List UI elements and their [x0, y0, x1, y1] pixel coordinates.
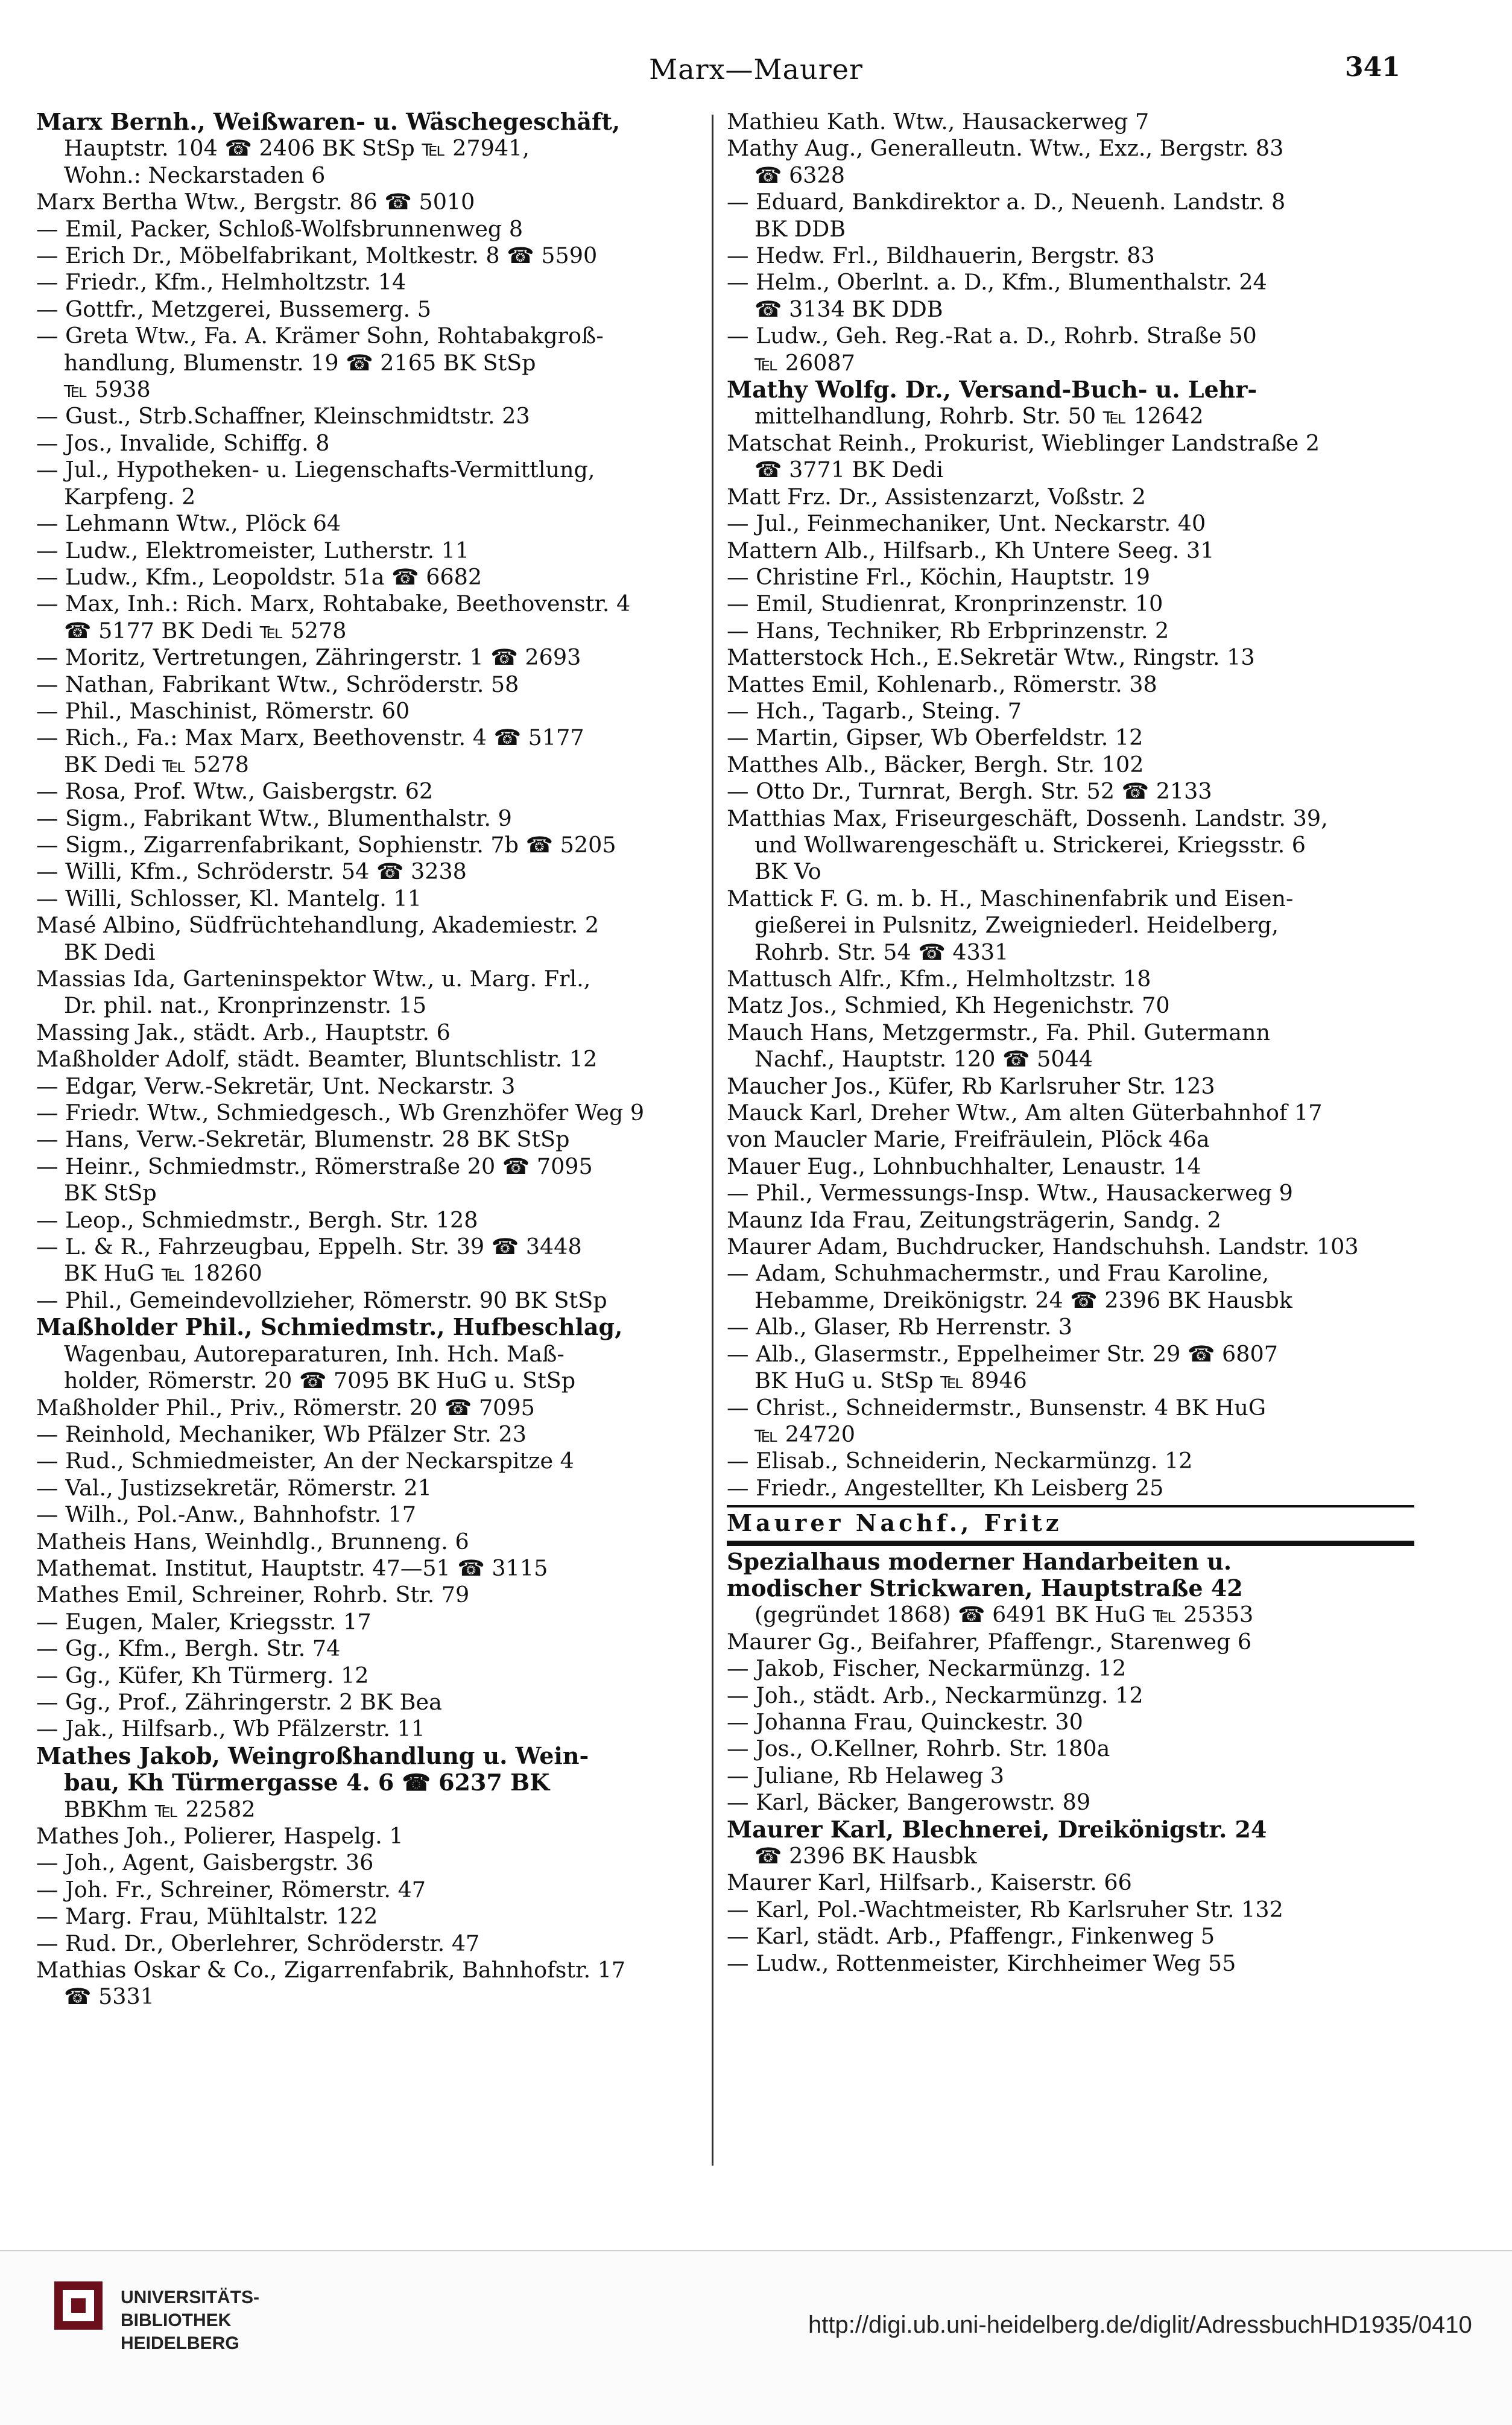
directory-entry-line: — Joh., städt. Arb., Neckarmünzg. 12 [727, 1682, 1143, 1708]
directory-entry-line: — Leop., Schmiedmstr., Bergh. Str. 128 [36, 1206, 478, 1233]
directory-entry-line: Mathieu Kath. Wtw., Hausackerweg 7 [727, 109, 1150, 135]
directory-entry-line: — Gust., Strb.Schaffner, Kleinschmidtstr. 23 [36, 403, 530, 430]
directory-entry-line: — Reinhold, Mechaniker, Wb Pfälzer Str. 23 [36, 1421, 527, 1447]
directory-entry-line: — Gg., Prof., Zähringerstr. 2 BK Bea [36, 1688, 442, 1715]
directory-entry-line: Karpfeng. 2 [64, 483, 196, 510]
directory-entry-heading: Spezialhaus moderner Handarbeiten u. [727, 1547, 1232, 1575]
directory-entry-line: — Ludw., Rottenmeister, Kirchheimer Weg 55 [727, 1950, 1236, 1976]
directory-entry-line: ☎ 3771 BK Dedi [754, 457, 944, 483]
directory-entry-line: — Jakob, Fischer, Neckarmünzg. 12 [727, 1655, 1127, 1682]
directory-entry-line: Hebamme, Dreikönigstr. 24 ☎ 2396 BK Hausbk [754, 1287, 1292, 1313]
directory-entry-line: — Emil, Packer, Schloß-Wolfsbrunnenweg 8 [36, 215, 524, 242]
directory-entry-line: — Adam, Schuhmachermstr., und Frau Karoline, [727, 1260, 1270, 1287]
directory-entry-line: — Karl, Pol.-Wachtmeister, Rb Karlsruher Str. 132 [727, 1896, 1283, 1923]
directory-entry-line: (gegründet 1868) ☎ 6491 BK HuG ℡ 25353 [754, 1602, 1254, 1628]
directory-entry-line: — Jak., Hilfsarb., Wb Pfälzerstr. 11 [36, 1716, 425, 1742]
directory-entry-line: BK Vo [754, 858, 821, 885]
directory-entry-heading: modischer Strickwaren, Hauptstraße 42 [727, 1574, 1243, 1602]
directory-entry-line: ℡ 24720 [754, 1421, 855, 1447]
directory-entry-line: — Lehmann Wtw., Plöck 64 [36, 510, 341, 537]
directory-entry-line: Mathias Oskar & Co., Zigarrenfabrik, Bahnhofstr. 17 [36, 1957, 626, 1983]
directory-entry-line: Mauer Eug., Lohnbuchhalter, Lenaustr. 14 [727, 1153, 1201, 1179]
directory-entry-line: — Marg. Frau, Mühltalstr. 122 [36, 1903, 378, 1930]
right-column [727, 109, 1414, 2178]
directory-entry-line: — Wilh., Pol.-Anw., Bahnhofstr. 17 [36, 1501, 416, 1528]
directory-entry-line: — Joh. Fr., Schreiner, Römerstr. 47 [36, 1876, 426, 1903]
directory-entry-line: Mattes Emil, Kohlenarb., Römerstr. 38 [727, 671, 1157, 697]
library-name-line: BIBLIOTHEK [121, 2310, 232, 2330]
directory-entry-line: holder, Römerstr. 20 ☎ 7095 BK HuG u. StSp [64, 1368, 576, 1394]
directory-entry-line: Mattick F. G. m. b. H., Maschinenfabrik und Eisen- [727, 885, 1294, 911]
directory-entry-line: — Hans, Techniker, Rb Erbprinzenstr. 2 [727, 617, 1169, 644]
university-library-logo-icon [48, 2275, 109, 2338]
directory-entry-line: BBKhm ℡ 22582 [64, 1796, 256, 1822]
directory-entry-line: ☎ 5331 [64, 1983, 154, 2010]
directory-entry-line: — Helm., Oberlnt. a. D., Kfm., Blumenthalstr. 24 [727, 269, 1267, 296]
directory-entry-line: — Willi, Kfm., Schröderstr. 54 ☎ 3238 [36, 858, 467, 885]
directory-entry-line: — Juliane, Rb Helaweg 3 [727, 1762, 1005, 1789]
directory-entry-line: — Rich., Fa.: Max Marx, Beethovenstr. 4 ☎ 5177 [36, 724, 584, 751]
source-url-link[interactable]: http://digi.ub.uni-heidelberg.de/diglit/AdressbuchHD1935/0410 [808, 2312, 1472, 2338]
directory-entry-line: ☎ 6328 [754, 162, 845, 188]
directory-entry-line: BK StSp [64, 1180, 157, 1206]
directory-entry-line: Dr. phil. nat., Kronprinzenstr. 15 [64, 992, 427, 1019]
directory-entry-heading: Mathy Wolfg. Dr., Versand-Buch- u. Lehr- [727, 376, 1257, 404]
directory-entry-line: — Phil., Maschinist, Römerstr. 60 [36, 697, 410, 724]
directory-entry-line: Maunz Ida Frau, Zeitungsträgerin, Sandg. 2 [727, 1206, 1221, 1233]
directory-entry-line: Mathes Joh., Polierer, Haspelg. 1 [36, 1823, 403, 1849]
directory-entry-line: — Karl, Bäcker, Bangerowstr. 89 [727, 1789, 1091, 1816]
directory-entry-line: — Rud. Dr., Oberlehrer, Schröderstr. 47 [36, 1930, 480, 1956]
running-title: Marx—Maurer [649, 53, 863, 86]
directory-entry-line: von Maucler Marie, Freifräulein, Plöck 46a [727, 1126, 1210, 1153]
directory-entry-line: — Val., Justizsekretär, Römerstr. 21 [36, 1474, 432, 1501]
directory-entry-line: Wagenbau, Autoreparaturen, Inh. Hch. Maß- [64, 1340, 565, 1367]
directory-entry-line: Mattusch Alfr., Kfm., Helmholtzstr. 18 [727, 966, 1151, 992]
directory-entry-line: — Gg., Küfer, Kh Türmerg. 12 [36, 1662, 369, 1688]
directory-entry-heading: Mathes Jakob, Weingroßhandlung u. Wein- [36, 1742, 589, 1769]
directory-entry-line: — Gg., Kfm., Bergh. Str. 74 [36, 1635, 341, 1662]
directory-entry-line: Matterstock Hch., E.Sekretär Wtw., Ringstr. 13 [727, 644, 1255, 671]
directory-entry-heading: Marx Bernh., Weißwaren- u. Wäschegeschäft, [36, 109, 621, 135]
directory-entry-line: BK Dedi ℡ 5278 [64, 751, 249, 778]
directory-entry-line: Matthes Alb., Bäcker, Bergh. Str. 102 [727, 751, 1144, 778]
directory-entry-line: — Hedw. Frl., Bildhauerin, Bergstr. 83 [727, 242, 1155, 269]
directory-entry-line: Maucher Jos., Küfer, Rb Karlsruher Str. 123 [727, 1073, 1215, 1099]
directory-entry-line: BK Dedi [64, 939, 156, 965]
directory-entry-line: — Rud., Schmiedmeister, An der Neckarspitze 4 [36, 1448, 574, 1474]
directory-entry-line: — Edgar, Verw.-Sekretär, Unt. Neckarstr. 3 [36, 1073, 516, 1099]
directory-entry-line: — Nathan, Fabrikant Wtw., Schröderstr. 58 [36, 671, 519, 697]
directory-entry-line: — Phil., Gemeindevollzieher, Römerstr. 90 BK StSp [36, 1287, 607, 1313]
directory-entry-line: — Emil, Studienrat, Kronprinzenstr. 10 [727, 591, 1163, 617]
directory-entry-line: — Willi, Schlosser, Kl. Mantelg. 11 [36, 885, 422, 911]
directory-entry-line: Maßholder Phil., Priv., Römerstr. 20 ☎ 7095 [36, 1394, 535, 1421]
directory-entry-line: Mathy Aug., Generalleutn. Wtw., Exz., Bergstr. 83 [727, 135, 1284, 162]
directory-entry-line: Mathemat. Institut, Hauptstr. 47—51 ☎ 3115 [36, 1555, 548, 1581]
directory-entry-line: — Ludw., Kfm., Leopoldstr. 51a ☎ 6682 [36, 563, 482, 590]
directory-entry-line: Wohn.: Neckarstaden 6 [64, 162, 326, 188]
library-name [121, 2286, 259, 2355]
directory-entry-line: — Ludw., Elektromeister, Lutherstr. 11 [36, 537, 470, 563]
section-rule [727, 1541, 1414, 1546]
directory-entry-line: Mathes Emil, Schreiner, Rohrb. Str. 79 [36, 1582, 470, 1608]
directory-entry-line: Maurer Karl, Hilfsarb., Kaiserstr. 66 [727, 1869, 1132, 1896]
directory-entry-line: Maßholder Adolf, städt. Beamter, Bluntschlistr. 12 [36, 1046, 598, 1073]
directory-entry-line: BK DDB [754, 215, 846, 242]
directory-entry-line: Masé Albino, Südfrüchtehandlung, Akademiestr. 2 [36, 912, 599, 939]
directory-entry-line: Nachf., Hauptstr. 120 ☎ 5044 [754, 1046, 1093, 1073]
directory-entry-line: Mattern Alb., Hilfsarb., Kh Untere Seeg. 31 [727, 537, 1215, 563]
directory-entry-line: — Gottfr., Metzgerei, Bussemerg. 5 [36, 296, 431, 322]
directory-entry-heading: Maurer Nachf., Fritz [727, 1509, 1063, 1537]
page-footer [0, 2250, 1512, 2425]
directory-entry-line: — Christ., Schneidermstr., Bunsenstr. 4 BK HuG [727, 1394, 1267, 1421]
directory-entry-line: — Moritz, Vertretungen, Zähringerstr. 1 ☎ 2693 [36, 644, 581, 671]
directory-entry-line: — Eduard, Bankdirektor a. D., Neuenh. Landstr. 8 [727, 189, 1286, 215]
directory-entry-line: ℡ 5938 [64, 376, 151, 403]
directory-entry-line: Hauptstr. 104 ☎ 2406 BK StSp ℡ 27941, [64, 135, 530, 162]
directory-entry-line: — Eugen, Maler, Kriegsstr. 17 [36, 1608, 372, 1635]
directory-entry-line: Matt Frz. Dr., Assistenzarzt, Voßstr. 2 [727, 483, 1146, 510]
directory-entry-line: — Greta Wtw., Fa. A. Krämer Sohn, Rohtabakgroß- [36, 323, 604, 349]
directory-entry-line: — Rosa, Prof. Wtw., Gaisbergstr. 62 [36, 778, 434, 805]
directory-entry-line: — Hch., Tagarb., Steing. 7 [727, 697, 1022, 724]
directory-entry-line: — Joh., Agent, Gaisbergstr. 36 [36, 1850, 374, 1876]
directory-entry-line: — Max, Inh.: Rich. Marx, Rohtabake, Beethovenstr. 4 [36, 591, 631, 617]
page-header [0, 0, 1512, 97]
directory-entry-line: — Jul., Feinmechaniker, Unt. Neckarstr. 40 [727, 510, 1206, 537]
directory-entry-line: Maurer Adam, Buchdrucker, Handschuhsh. Landstr. 103 [727, 1234, 1359, 1260]
directory-entry-line: — Johanna Frau, Quinckestr. 30 [727, 1708, 1083, 1735]
directory-entry-line: — Jos., Invalide, Schiffg. 8 [36, 430, 330, 456]
directory-entry-line: — Hans, Verw.-Sekretär, Blumenstr. 28 BK StSp [36, 1126, 570, 1153]
directory-entry-line: ☎ 2396 BK Hausbk [754, 1843, 977, 1869]
directory-entry-line: — Friedr., Angestellter, Kh Leisberg 25 [727, 1474, 1164, 1501]
directory-entry-line: — L. & R., Fahrzeugbau, Eppelh. Str. 39 ☎ 3448 [36, 1234, 582, 1260]
directory-entry-line: — Heinr., Schmiedmstr., Römerstraße 20 ☎ 7095 [36, 1153, 593, 1179]
directory-entry-line: Marx Bertha Wtw., Bergstr. 86 ☎ 5010 [36, 189, 475, 215]
directory-entry-line: — Jos., O.Kellner, Rohrb. Str. 180a [727, 1736, 1110, 1762]
directory-entry-heading: Maurer Karl, Blechnerei, Dreikönigstr. 24 [727, 1815, 1267, 1843]
directory-entry-line: — Christine Frl., Köchin, Hauptstr. 19 [727, 563, 1150, 590]
directory-entry-line: — Alb., Glaser, Rb Herrenstr. 3 [727, 1314, 1073, 1340]
directory-entry-line: Mauch Hans, Metzgermstr., Fa. Phil. Gutermann [727, 1019, 1270, 1045]
directory-entry-line: ☎ 3134 BK DDB [754, 296, 943, 322]
directory-entry-line: gießerei in Pulsnitz, Zweigniederl. Heidelberg, [754, 912, 1279, 939]
directory-entry-line: — Phil., Vermessungs-Insp. Wtw., Hausackerweg 9 [727, 1180, 1293, 1206]
directory-entry-line: BK HuG ℡ 18260 [64, 1260, 262, 1287]
directory-entry-line: Maurer Gg., Beifahrer, Pfaffengr., Starenweg 6 [727, 1628, 1252, 1655]
column-divider [712, 115, 713, 2166]
directory-entry-line: BK HuG u. StSp ℡ 8946 [754, 1368, 1027, 1394]
directory-entry-line: Matheis Hans, Weinhdlg., Brunneng. 6 [36, 1528, 469, 1555]
directory-entry-line: Matschat Reinh., Prokurist, Wieblinger Landstraße 2 [727, 430, 1320, 456]
directory-entry-line: Matz Jos., Schmied, Kh Hegenichstr. 70 [727, 992, 1170, 1019]
directory-entry-line: ☎ 5177 BK Dedi ℡ 5278 [64, 617, 347, 644]
directory-entry-line: — Erich Dr., Möbelfabrikant, Moltkestr. 8 ☎ 5590 [36, 242, 598, 269]
directory-entry-line: handlung, Blumenstr. 19 ☎ 2165 BK StSp [64, 349, 536, 376]
directory-entry-line: — Ludw., Geh. Reg.-Rat a. D., Rohrb. Straße 50 [727, 323, 1257, 349]
library-name-line: UNIVERSITÄTS- [121, 2287, 260, 2307]
directory-entry-heading: Maßholder Phil., Schmiedmstr., Hufbeschlag, [36, 1313, 623, 1341]
directory-entry-line: Matthias Max, Friseurgeschäft, Dossenh. Landstr. 39, [727, 805, 1328, 831]
directory-entry-line: — Otto Dr., Turnrat, Bergh. Str. 52 ☎ 2133 [727, 778, 1212, 805]
left-column [36, 109, 724, 2178]
directory-entry-line: — Sigm., Fabrikant Wtw., Blumenthalstr. 9 [36, 805, 512, 831]
directory-entry-line: bau, Kh Türmergasse 4. 6 ☎ 6237 BK [64, 1769, 550, 1796]
directory-entry-line: — Sigm., Zigarrenfabrikant, Sophienstr. 7b ☎ 5205 [36, 831, 616, 858]
section-rule [727, 1505, 1414, 1507]
directory-entry-line: mittelhandlung, Rohrb. Str. 50 ℡ 12642 [754, 403, 1204, 430]
directory-entry-line: — Alb., Glasermstr., Eppelheimer Str. 29 ☎ 6807 [727, 1340, 1278, 1367]
directory-entry-line: — Karl, städt. Arb., Pfaffengr., Finkenweg 5 [727, 1923, 1215, 1950]
library-name-line: HEIDELBERG [121, 2333, 239, 2353]
directory-entry-line: Rohrb. Str. 54 ☎ 4331 [754, 939, 1009, 965]
directory-entry-line: — Jul., Hypotheken- u. Liegenschafts-Vermittlung, [36, 457, 595, 483]
directory-entry-line: Massias Ida, Garteninspektor Wtw., u. Marg. Frl., [36, 966, 591, 992]
directory-entry-line: und Wollwarengeschäft u. Strickerei, Kriegsstr. 6 [754, 831, 1306, 858]
directory-entry-line: Massing Jak., städt. Arb., Hauptstr. 6 [36, 1019, 451, 1045]
directory-entry-line: — Elisab., Schneiderin, Neckarmünzg. 12 [727, 1448, 1193, 1474]
directory-entry-line: Mauck Karl, Dreher Wtw., Am alten Güterbahnhof 17 [727, 1100, 1323, 1126]
directory-entry-line: ℡ 26087 [754, 349, 855, 376]
directory-entry-line: — Friedr., Kfm., Helmholtzstr. 14 [36, 269, 406, 296]
directory-entry-line: — Friedr. Wtw., Schmiedgesch., Wb Grenzhöfer Weg 9 [36, 1100, 645, 1126]
page-number: 341 [1345, 52, 1400, 83]
directory-entry-line: — Martin, Gipser, Wb Oberfeldstr. 12 [727, 724, 1143, 751]
